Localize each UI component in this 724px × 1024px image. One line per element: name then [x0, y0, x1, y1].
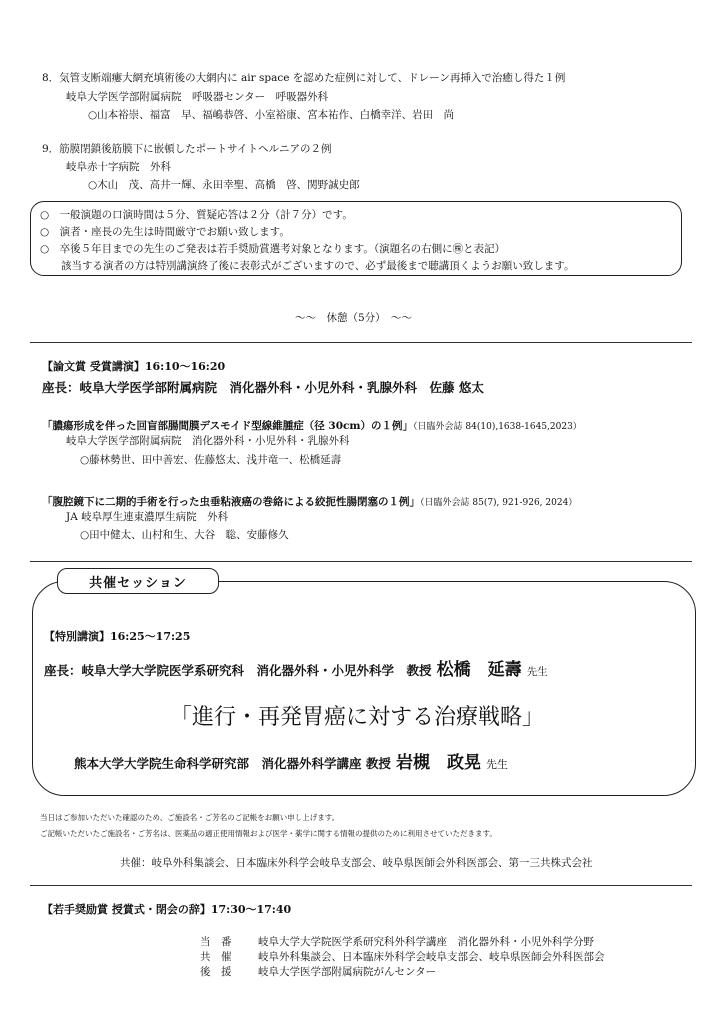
session-chair [44, 655, 548, 680]
paper-authors: ○田中健太、山村和生、大谷 聡、安藤修久 [80, 529, 289, 541]
item-9-authors: ○木山 茂、高井一輝、永田幸聖、高橋 啓、関野誠史郎 [88, 179, 360, 191]
credit-value: 岐阜外科集談会、日本臨床外科学会岐阜支部会、岐阜県医師会外科医部会 [258, 951, 605, 963]
note-line: ○ 一般演題の口演時間は５分、質疑応答は２分（計７分）です。 [40, 209, 353, 221]
credit-label: 後 援 [200, 966, 232, 978]
divider [30, 885, 692, 886]
note-line: 該当する演者の方は特別講演終了後に表彰式がございますので、必ず最後まで聴講頂くようお願い致します。 [40, 260, 575, 272]
award-chair: 座長：岐阜大学医学部附属病院 消化器外科・小児外科・乳腺外科 佐藤 悠太 [42, 380, 484, 395]
credit-label: 共 催 [200, 951, 232, 963]
divider [30, 342, 692, 343]
speaker-honorific: 先生 [486, 758, 509, 771]
item-8-authors: ○山本裕崇、福富 早、福嶋恭啓、小室裕康、宮本祐作、白橋幸洋、岩田 尚 [88, 109, 455, 121]
chair-affiliation: 座長：岐阜大学大学院医学系研究科 消化器外科・小児外科学 教授 [44, 663, 432, 678]
divider [30, 561, 692, 562]
paper-citation: （日臨外会誌 85(7), 921-926, 2024） [420, 498, 578, 508]
session-tab: 共催セッション [57, 568, 219, 594]
note-line: ○ 卒後５年目までの先生のご発表は若手奨励賞選考対象となります。（演題名の右側に㊑と表記） [40, 243, 506, 255]
cosponsor-line: 共催：岐阜外科集談会、日本臨床外科学会岐阜支部会、岐阜県医師会外科医部会、第一三共株式会社 [120, 857, 593, 869]
paper-citation: （日臨外会誌 84(10),1638-1645,2023） [413, 422, 582, 432]
paper-title: 「膿瘍形成を伴った回盲部腸間膜デスモイド型線維腫症（径 30cm）の１例」 [42, 420, 414, 432]
speaker-line [74, 748, 508, 773]
fine-print: ご記帳いただいたご施設名・ご芳名は、医薬品の適正使用情報および医学・薬学に関する情報の提供のために利用させていただきます。 [40, 829, 497, 838]
credit-label: 当 番 [200, 936, 232, 948]
credit-value: 岐阜大学大学院医学系研究科外科学講座 消化器外科・小児外科学分野 [258, 936, 594, 948]
paper-affiliation: 岐阜大学医学部附属病院 消化器外科・小児外科・乳腺外科 [66, 435, 350, 447]
speaker-name: 岩槻 政晃 [395, 753, 481, 773]
item-8-title: 8．気管支断端瘻大網充填術後の大網内に air space を認めた症例に対して、ドレーン再挿入で治癒し得た１例 [42, 72, 566, 84]
credit-value: 岐阜大学医学部附属病院がんセンター [258, 966, 437, 978]
note-line: ○ 演者・座長の先生は時間厳守でお願い致します。 [40, 226, 290, 238]
award-header: 【論文賞 受賞講演】16:10～16:20 [42, 360, 226, 373]
break-label: ～～ 休憩（5分） ～～ [295, 312, 412, 324]
item-9-title: 9．筋膜閉鎖後筋膜下に嵌頓したポートサイトヘルニアの２例 [42, 143, 332, 155]
lecture-header: 【特別講演】16:25～17:25 [44, 630, 191, 643]
paper-authors: ○藤林勢世、田中善宏、佐藤悠太、浅井竜一、松橋延壽 [80, 454, 342, 466]
speaker-affiliation: 熊本大学大学院生命科学研究部 消化器外科学講座 教授 [74, 756, 391, 771]
lecture-title: 「進行・再発胃癌に対する治療戦略」 [170, 705, 545, 730]
chair-name: 松橋 延壽 [436, 660, 522, 680]
award-paper-2 [42, 490, 577, 509]
closing-header: 【若手奨励賞 授賞式・閉会の辞】17:30～17:40 [42, 903, 292, 916]
item-9-affiliation: 岐阜赤十字病院 外科 [66, 161, 171, 173]
paper-affiliation: JA 岐阜厚生連東濃厚生病院 外科 [66, 511, 229, 523]
award-paper-1 [42, 414, 582, 433]
item-8-affiliation: 岐阜大学医学部附属病院 呼吸器センター 呼吸器外科 [66, 91, 329, 103]
chair-honorific: 先生 [526, 666, 548, 678]
fine-print: 当日はご参加いただいた確認のため、ご施設名・ご芳名のご記帳をお願い申し上げます。 [40, 813, 340, 822]
paper-title: 「腹腔鏡下に二期的手術を行った虫垂粘液癌の巻絡による絞扼性腸閉塞の１例」 [42, 496, 420, 508]
